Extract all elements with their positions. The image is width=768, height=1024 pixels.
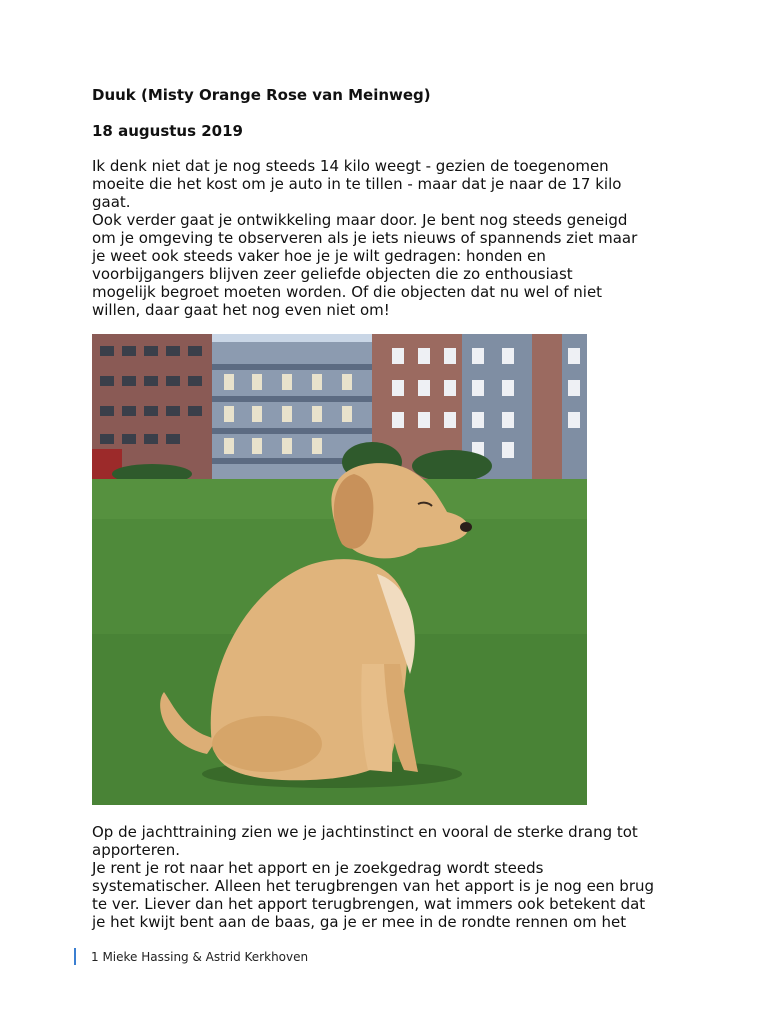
paragraph-line: voorbijgangers blijven zeer geliefde objecten die zo enthousiast [92, 265, 573, 283]
page-footer [74, 948, 308, 965]
document-date: 18 augustus 2019 [92, 122, 243, 140]
document-title: Duuk (Misty Orange Rose van Meinweg) [92, 86, 431, 104]
paragraph-line: te ver. Liever dan het apport terugbrengen, wat immers ook betekent dat [92, 895, 646, 913]
paragraph-line: systematischer. Alleen het terugbrengen van het apport is je nog een brug [92, 877, 655, 895]
paragraph-1 [92, 157, 692, 319]
paragraph-line: moeite die het kost om je auto in te tillen - maar dat je naar de 17 kilo [92, 175, 622, 193]
paragraph-line: je weet ook steeds vaker hoe je je wilt gedragen: honden en [92, 247, 546, 265]
paragraph-line: Ook verder gaat je ontwikkeling maar door. Je bent nog steeds geneigd [92, 211, 628, 229]
footer-accent-bar [74, 948, 76, 965]
paragraph-line: Je rent je rot naar het apport en je zoekgedrag wordt steeds [92, 859, 544, 877]
footer-text: 1 Mieke Hassing & Astrid Kerkhoven [91, 949, 309, 964]
paragraph-line: je het kwijt bent aan de baas, ga je er mee in de rondte rennen om het [92, 913, 627, 931]
paragraph-line: om je omgeving te observeren als je iets nieuws of spannends ziet maar [92, 229, 638, 247]
paragraph-line: apporteren. [92, 841, 181, 859]
puppy-photo [92, 334, 587, 805]
paragraph-line: gaat. [92, 193, 131, 211]
paragraph-line: willen, daar gaat het nog even niet om! [92, 301, 390, 319]
paragraph-line: mogelijk begroet moeten worden. Of die objecten dat nu wel of niet [92, 283, 603, 301]
paragraph-line: Op de jachttraining zien we je jachtinstinct en vooral de sterke drang tot [92, 823, 638, 841]
paragraph-line: Ik denk niet dat je nog steeds 14 kilo weegt - gezien de toegenomen [92, 157, 609, 175]
paragraph-2 [92, 823, 692, 931]
